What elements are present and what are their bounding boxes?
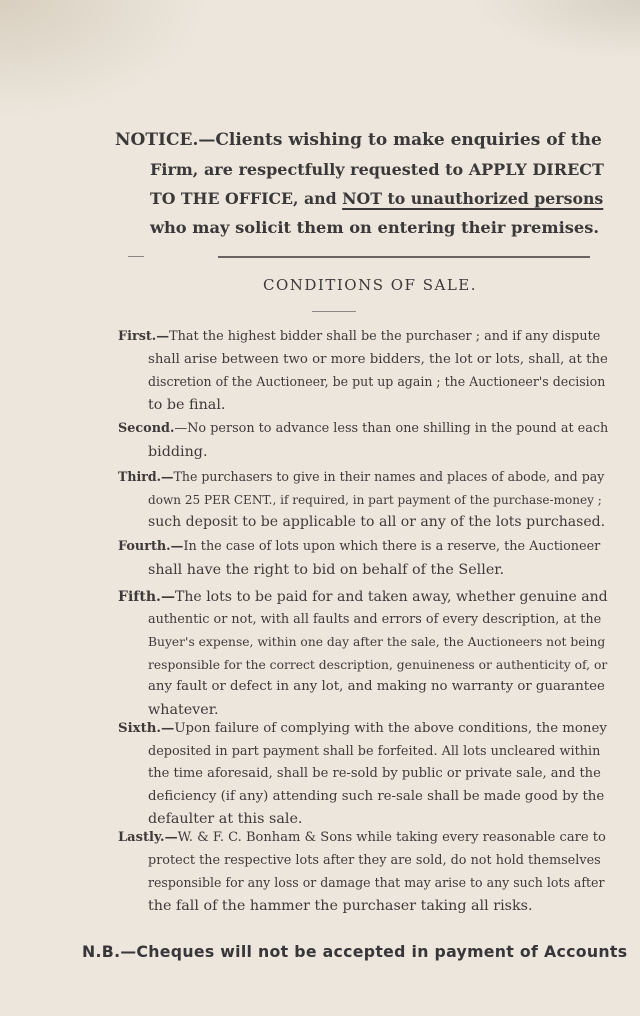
notice-line-1: NOTICE.—Clients wishing to make enquiries of the [115,130,602,150]
paper-stain-top-left [0,0,210,120]
condition-third-line-1 [118,466,608,489]
condition-sixth-line-3: the time aforesaid, shall be re-sold by public or private sale, and the [148,766,601,781]
condition-fifth-line-6: whatever. [148,701,219,718]
condition-lastly-line-4: the fall of the hammer the purchaser taking all risks. [148,897,533,914]
conditions-heading: CONDITIONS OF SALE. [263,276,478,294]
condition-lastly-lead: Lastly.— [118,830,178,845]
notice-underlined-text: NOT to unauthorized persons [342,189,604,208]
heading-rule [312,311,356,312]
condition-sixth-line-2: deposited in part payment shall be forfeited. All lots uncleared within [148,743,601,759]
notice-line-3 [115,184,605,213]
condition-lastly-line-2: protect the respective lots after they are sold, do not hold themselves [148,852,601,868]
condition-sixth-line-1 [118,718,608,741]
condition-lastly-text-1: W. & F. C. Bonham & Sons while taking every reasonable care to [177,830,606,845]
condition-fifth-text-1: The lots to be paid for and taken away, whether genuine and [175,589,608,605]
notice-block [115,126,605,242]
condition-first-line-3: discretion of the Auctioneer, be put up again ; the Auctioneer's decision [148,374,606,389]
condition-fifth-line-5: any fault or defect in any lot, and making no warranty or guarantee [148,679,605,694]
condition-first [118,326,608,416]
condition-first-line-1 [118,326,608,349]
condition-second [118,418,608,463]
condition-fourth-line-2: shall have the right to bid on behalf of the Seller. [148,561,505,578]
condition-sixth-line-5: defaulter at this sale. [148,811,303,827]
condition-fifth-line-1 [118,586,608,609]
condition-first-lead: First.— [118,329,170,344]
notice-line-4: who may solicit them on entering their premises. [150,218,600,237]
condition-first-line-2: shall arise between two or more bidders, the lot or lots, shall, at the [148,351,608,367]
condition-third-line-2: down 25 PER CENT., if required, in part payment of the purchase-money ; [148,492,602,507]
condition-lastly [118,827,608,917]
condition-second-line-1 [118,418,608,441]
condition-lastly-line-1 [118,827,608,850]
condition-third-text-1: The purchasers to give in their names and places of abode, and pay [173,469,605,484]
condition-sixth-line-4: deficiency (if any) attending such re-sale shall be made good by the [148,788,605,804]
condition-fifth-line-3: Buyer's expense, within one day after the sale, the Auctioneers not being [148,635,606,649]
notice-line-3-text: TO THE OFFICE, and [150,189,343,208]
condition-first-text-1: That the highest bidder shall be the purchaser ; and if any dispute [169,329,601,344]
condition-second-line-2: bidding. [148,443,208,460]
condition-sixth-lead: Sixth.— [118,721,175,736]
condition-fourth-line-1 [118,536,608,559]
condition-fourth [118,536,608,581]
condition-lastly-line-3: responsible for any loss or damage that may arise to any such lots after [148,875,605,890]
condition-third-line-3: such deposit to be applicable to all or any of the lots purchased. [148,514,606,530]
cheques-notice: N.B.—Cheques will not be accepted in payment of Accounts [82,942,628,961]
condition-fifth [118,586,608,721]
condition-fifth-line-4: responsible for the correct description, genuineness or authenticity of, or [148,657,608,672]
condition-first-line-4: to be final. [148,396,226,413]
condition-sixth-text-1: Upon failure of complying with the above conditions, the money [174,721,607,736]
condition-fourth-text-1: In the case of lots upon which there is a reserve, the Auctioneer [183,539,601,554]
condition-fourth-lead: Fourth.— [118,539,184,554]
condition-second-text-1: —No person to advance less than one shilling in the pound at each [174,421,609,436]
condition-third-lead: Third.— [118,469,174,484]
paper-stain-top-right [470,0,640,60]
condition-second-lead: Second. [118,421,175,436]
notice-line-2: Firm, are respectfully requested to APPLY DIRECT [150,160,604,179]
condition-fifth-line-2: authentic or not, with all faults and errors of every description, at the [148,611,602,627]
condition-sixth [118,718,608,831]
divider-rule-left [128,256,144,257]
condition-third [118,466,608,534]
condition-fifth-lead: Fifth.— [118,589,175,605]
divider-rule [218,256,590,258]
